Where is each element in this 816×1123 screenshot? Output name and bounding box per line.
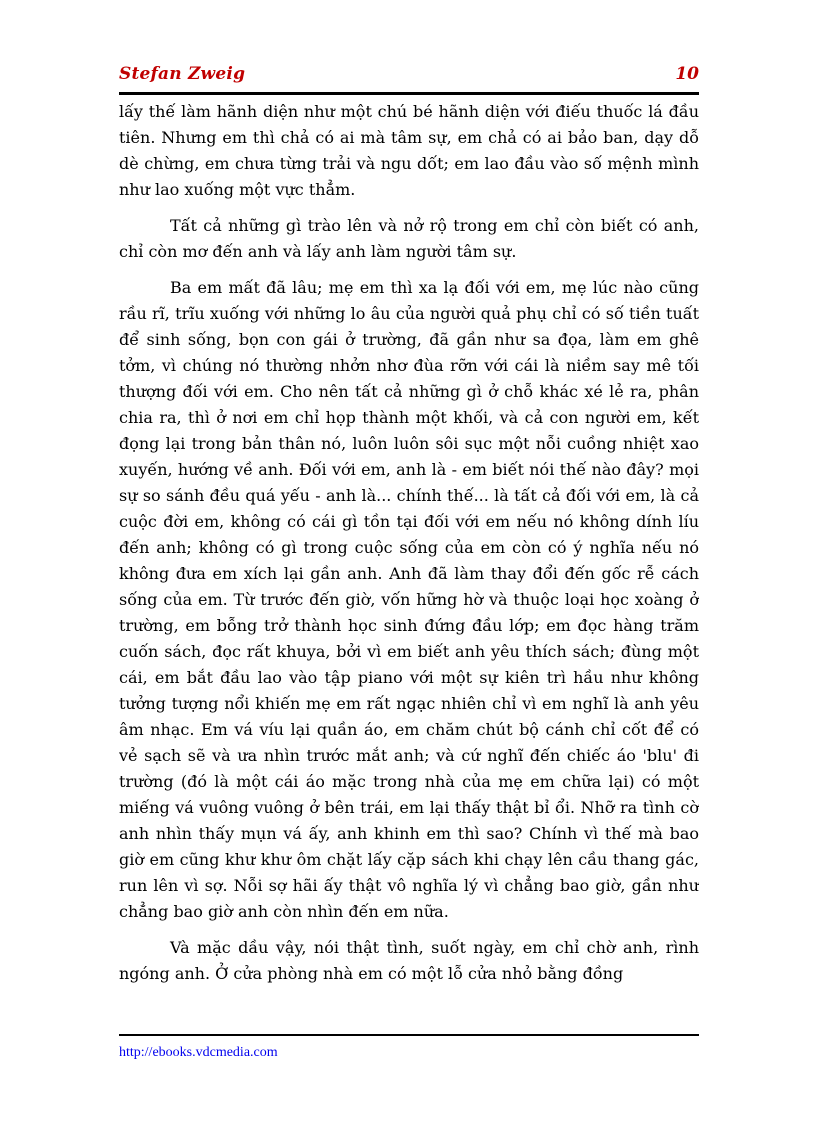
paragraph: Và mặc dầu vậy, nói thật tình, suốt ngày, em chỉ chờ anh, rình ngóng anh. Ở cửa phòng nhà em có một lỗ cửa nhỏ bằng đồng (119, 938, 699, 983)
page-number: 10 (675, 64, 699, 84)
footer-url-link[interactable]: http://ebooks.vdcmedia.com (119, 1045, 278, 1060)
paragraph: Tất cả những gì trào lên và nở rộ trong em chỉ còn biết có anh, chỉ còn mơ đến anh và lấy anh làm người tâm sự. (119, 216, 699, 261)
page-header (119, 64, 699, 95)
paragraph-continuation: lấy thế làm hãnh diện như một chú bé hãnh diện với điếu thuốc lá đầu tiên. Nhưng em thì chả có ai mà tâm sự, em chả có ai bảo ban, dạy dỗ dè chừng, em chưa từng trải và ngu dốt; em lao đầu vào số mệnh mình như lao xuống một vực thẳm. (119, 102, 699, 199)
paragraph: Ba em mất đã lâu; mẹ em thì xa lạ đối với em, mẹ lúc nào cũng rầu rĩ, trĩu xuống với những lo âu của người quả phụ chỉ có số tiền tuất để sinh sống, bọn con gái ở trường, đã gần như sa đọa, làm em ghê tởm, vì chúng nó thường nhởn nhơ đùa rỡn với cái là niềm say mê tối thượng đối với em. Cho nên tất cả những gì ở chỗ khác xé lẻ ra, phân chia ra, thì ở nơi em chỉ họp thành một khối, và cả con người em, kết đọng lại trong bản thân nó, luôn luôn sôi sục một nỗi cuồng nhiệt xao xuyến, hướng về anh. Đối với em, anh là - em biết nói thế nào đây? mọi sự so sánh đều quá yếu - anh là... chính thế... là tất cả đối với em, là cả cuộc đời em, không có cái gì tồn tại đối với em nếu nó không dính líu đến anh; không có gì trong cuộc sống của em còn có ý nghĩa nếu nó không đưa em xích lại gần anh. Anh đã làm thay đổi đến gốc rễ cách sống của em. Từ trước đến giờ, vốn hững hờ và thuộc loại học xoàng ở trường, em bỗng trở thành học sinh đứng đầu lớp; em đọc hàng trăm cuốn sách, đọc rất khuya, bởi vì em biết anh yêu thích sách; đùng một cái, em bắt đầu lao vào tập piano với một sự kiên trì hầu như không tưởng tượng nổi khiến mẹ em rất ngạc nhiên chỉ vì em nghĩ là anh yêu âm nhạc. Em vá víu lại quần áo, em chăm chút bộ cánh chỉ cốt để có vẻ sạch sẽ và ưa nhìn trước mắt anh; và cứ nghĩ đến chiếc áo 'blu' đi trường (đó là một cái áo mặc trong nhà của mẹ em chữa lại) có một miếng vá vuông vuông ở bên trái, em lại thấy thật bỉ ổi. Nhỡ ra tình cờ anh nhìn thấy mụn vá ấy, anh khinh em thì sao? Chính vì thế mà bao giờ em cũng khư khư ôm chặt lấy cặp sách khi chạy lên cầu thang gác, run lên vì sợ. Nỗi sợ hãi ấy thật vô nghĩa lý vì chẳng bao giờ, gần như chẳng bao giờ anh còn nhìn đến em nữa. (119, 278, 699, 921)
header-author: Stefan Zweig (119, 64, 246, 84)
page-footer (119, 1034, 699, 1066)
body-text (119, 99, 699, 1031)
